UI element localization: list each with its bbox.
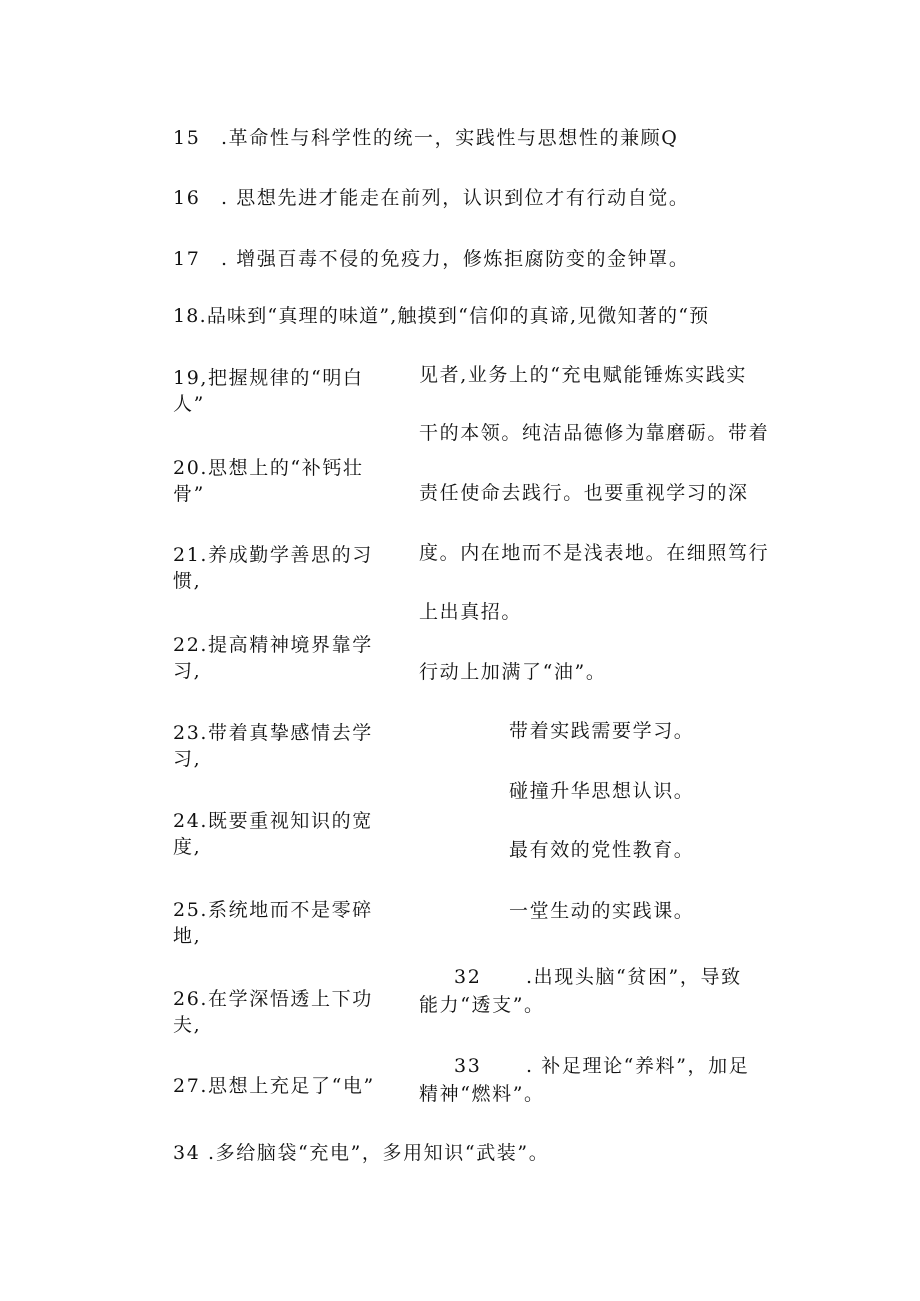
list-item-33-cont: 精神“燃料”。 xyxy=(419,1083,545,1105)
line-16-text: . 思想先进才能走在前列，认识到位才有行动自觉。 xyxy=(221,187,690,209)
right-indented-3: 最有效的党性教育。 xyxy=(509,839,695,861)
list-item-32-cont: 能力“透支”。 xyxy=(419,994,545,1016)
line-18: 18.品味到“真理的味道”,触摸到“信仰的真谛,见微知著的“预 xyxy=(173,305,710,327)
line-15 xyxy=(173,125,678,151)
right-line-6: 行动上加满了“油”。 xyxy=(419,661,607,683)
line-34: 34 .多给脑袋“充电”，多用知识“武装”。 xyxy=(173,1142,550,1164)
line-15-number: 15 xyxy=(173,127,201,149)
list-item-26: 26.在学深悟透上下功夫, xyxy=(173,988,373,1036)
list-item-32-text: .出现头脑“贫困”，导致 xyxy=(526,966,742,988)
list-item-21: 21.养成勤学善思的习惯, xyxy=(173,544,373,592)
right-indented-1: 带着实践需要学习。 xyxy=(509,720,695,742)
list-item-23: 23.带着真挚感情去学习, xyxy=(173,722,373,770)
right-line-1: 见者,业务上的“充电赋能锤炼实践实 xyxy=(419,364,747,386)
right-line-4: 度。内在地而不是浅表地。在细照笃行 xyxy=(419,542,770,564)
list-item-32-number: 32 xyxy=(454,966,482,988)
list-item-25: 25.系统地而不是零碎地, xyxy=(173,899,373,947)
right-indented-2: 碰撞升华思想认识。 xyxy=(509,780,695,802)
list-item-20: 20.思想上的“补钙壮骨” xyxy=(173,457,364,505)
line-15-text: .革命性与科学性的统一，实践性与思想性的兼顾Q xyxy=(221,127,679,149)
line-17-number: 17 xyxy=(173,248,201,270)
list-item-19: 19,把握规律的“明白人” xyxy=(173,367,364,415)
right-line-2: 干的本领。纯洁品德修为靠磨砺。带着 xyxy=(419,422,770,444)
list-item-22: 22.提高精神境界靠学习, xyxy=(173,634,373,682)
list-item-33 xyxy=(454,1053,749,1079)
right-line-3: 责任使命去践行。也要重视学习的深 xyxy=(419,482,749,504)
list-item-27: 27.思想上充足了“电” xyxy=(173,1075,375,1097)
right-indented-4: 一堂生动的实践课。 xyxy=(509,900,695,922)
list-item-33-number: 33 xyxy=(454,1055,482,1077)
line-16-number: 16 xyxy=(173,187,201,209)
right-line-5: 上出真招。 xyxy=(419,601,523,623)
list-item-24: 24.既要重视知识的宽度, xyxy=(173,810,373,858)
line-17-text: . 增强百毒不侵的免疫力，修炼拒腐防变的金钟罩。 xyxy=(221,248,690,270)
list-item-32 xyxy=(454,964,742,990)
line-17 xyxy=(173,246,689,272)
list-item-33-text: . 补足理论“养料”，加足 xyxy=(526,1055,750,1077)
line-16 xyxy=(173,185,689,211)
